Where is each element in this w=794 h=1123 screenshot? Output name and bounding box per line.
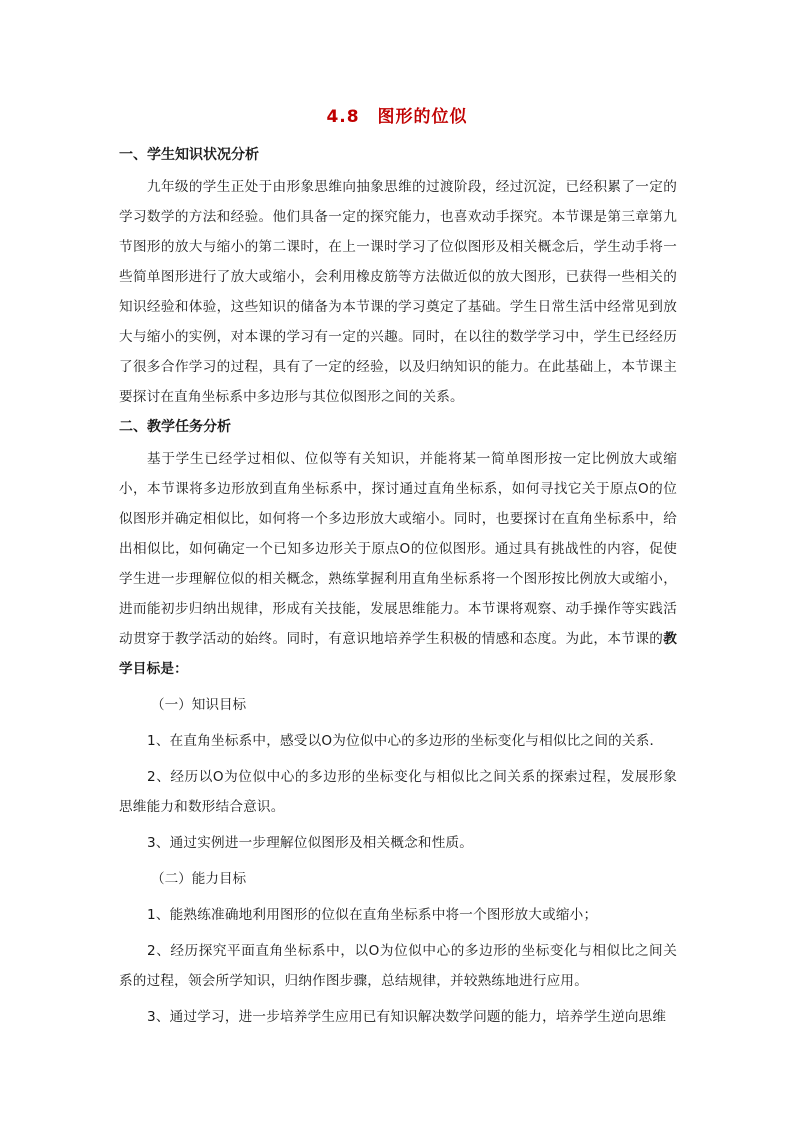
knowledge-goal-item: 2、经历以O为位似中心的多边形的坐标变化与相似比之间关系的探索过程，发展形象思维能力和数形结合意识。 [119, 769, 677, 815]
document-body [119, 142, 677, 1032]
teaching-goals-label: 教学目标是： [119, 631, 677, 677]
ability-goal-item: 2、经历探究平面直角坐标系中，以O为位似中心的多边形的坐标变化与相似比之间关系的过程，领会所学知识，归纳作图步骤，总结规律，并较熟练地进行应用。 [119, 943, 677, 989]
knowledge-goal-item: 3、通过实例进一步理解位似图形及相关概念和性质。 [147, 835, 474, 851]
knowledge-goal-item: 1、在直角坐标系中，感受以O为位似中心的多边形的坐标变化与相似比之间的关系． [147, 733, 664, 749]
subheading-ability-goals: （二）能力目标 [151, 871, 247, 887]
section-heading-task-analysis: 二、教学任务分析 [119, 419, 231, 435]
paragraph-task-analysis-text: 基于学生已经学过相似、位似等有关知识，并能将某一简单图形按一定比例放大或缩小，本节课将多边形放到直角坐标系中，探讨通过直角坐标系，如何寻找它关于原点O的位似图形并确定相似比，如何将一个多边形放大或缩小。同时，也要探讨在直角坐标系中，给出相似比，如何确定一个已知多边形关于原点O的位似图形。通过具有挑战性的内容，促使学生进一步理解位似的相关概念，熟练掌握利用直角坐标系将一个图形按比例放大或缩小，进而能初步归纳出规律，形成有关技能，发展思维能力。本节课将观察、动手操作等实践活动贯穿于教学活动的始终。同时，有意识地培养学生积极的情感和态度。为此，本节课的 [119, 451, 677, 647]
document-title: 4.8 图形的位似 [326, 107, 468, 127]
paragraph-student-analysis: 九年级的学生正处于由形象思维向抽象思维的过渡阶段，经过沉淀，已经积累了一定的学习数学的方法和经验。他们具备一定的探究能力，也喜欢动手探究。本节课是第三章第九节图形的放大与缩小的第二课时，在上一课时学习了位似图形及相关概念后，学生动手将一些简单图形进行了放大或缩小，会利用橡皮筋等方法做近似的放大图形，已获得一些相关的知识经验和体验，这些知识的储备为本节课的学习奠定了基础。学生日常生活中经常见到放大与缩小的实例，对本课的学习有一定的兴趣。同时，在以往的数学学习中，学生已经经历了很多合作学习的过程，具有了一定的经验，以及归纳知识的能力。在此基础上，本节课主要探讨在直角坐标系中多边形与其位似图形之间的关系。 [119, 179, 677, 405]
ability-goal-item: 1、能熟练准确地利用图形的位似在直角坐标系中将一个图形放大或缩小； [147, 907, 598, 923]
paragraph-task-analysis [119, 444, 677, 684]
ability-goal-item: 3、通过学习，进一步培养学生应用已有知识解决数学问题的能力，培养学生逆向思维 [147, 1009, 667, 1025]
subheading-knowledge-goals: （一）知识目标 [151, 697, 247, 713]
section-heading-student-analysis: 一、学生知识状况分析 [119, 147, 259, 163]
